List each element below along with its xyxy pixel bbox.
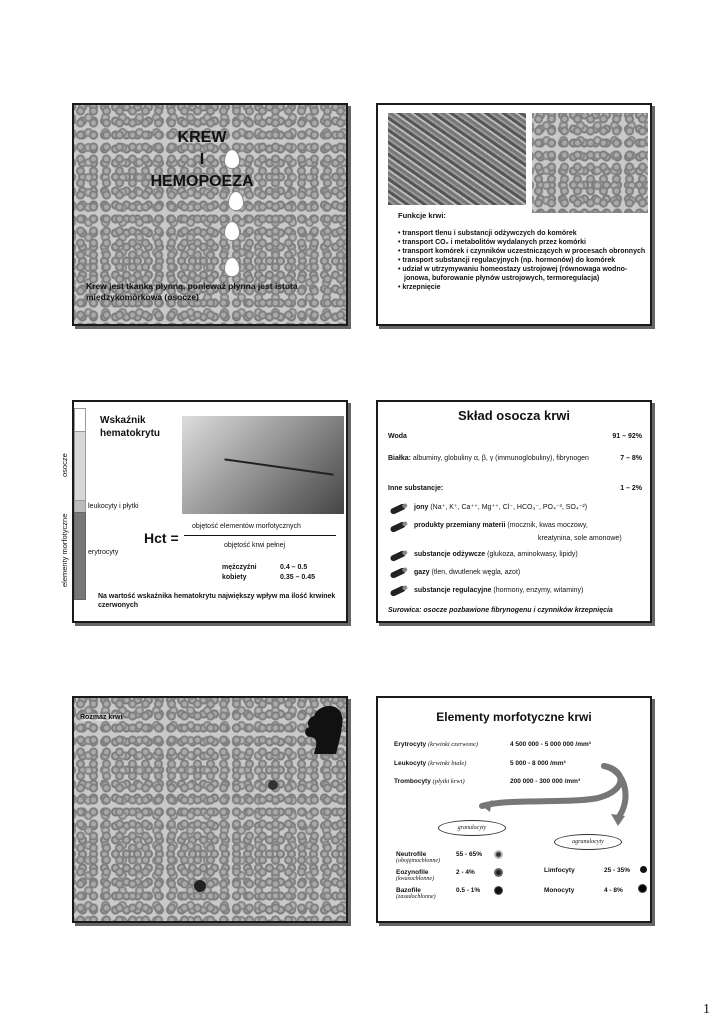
list-item: • krzepnięcie	[398, 283, 648, 292]
regulacyjne-text: (hormony, enzymy, witaminy)	[493, 587, 584, 594]
list-item: • transport tlenu i substancji odżywczych do komórek	[398, 229, 648, 238]
label-osocze: osocze	[60, 453, 69, 477]
inne-value: 1 – 2%	[620, 485, 642, 492]
odzywcze-label: substancje odżywcze	[414, 551, 486, 558]
trombocyty-latin: (płytki krwi)	[432, 778, 465, 785]
monocyty-value: 4 - 8%	[604, 887, 623, 894]
drop-icon	[228, 191, 244, 211]
silhouette-icon	[300, 702, 344, 756]
leukocyte-cell	[194, 880, 206, 892]
tube-plasma-segment	[74, 430, 86, 502]
slide-elementy-morfotyczne	[376, 696, 652, 923]
neutrofile-name: Neutrofile	[396, 851, 427, 858]
pill-icon	[389, 567, 406, 579]
limfocyty-value: 25 - 35%	[604, 867, 631, 874]
lymphocyte-icon	[640, 866, 647, 873]
pill-icon	[389, 503, 406, 515]
drop-icon	[224, 149, 240, 169]
slide3-title: Wskaźnik hematokrytu	[100, 415, 161, 439]
neutrofile-sub: (obojętnochłonne)	[396, 858, 440, 864]
produkty-text2: kreatynina, sole amonowe)	[538, 535, 622, 542]
page-number: 1	[703, 1002, 710, 1017]
hematokryt-note: Na wartość wskaźnika hematokrytu największy wpływ ma ilość krwinek czerwonych	[98, 593, 336, 609]
slide-funkcje-krwi	[376, 103, 652, 326]
label-leukocyty-plytki: leukocyty i płytki	[88, 503, 139, 510]
funkcje-list	[398, 229, 648, 292]
slide-rozmaz-krwi	[72, 696, 348, 923]
leukocyte-cell	[268, 780, 278, 790]
leukocyty-name: Leukocyty	[394, 760, 427, 767]
label-erytrocyty: erytrocyty	[88, 549, 119, 556]
pill-icon	[389, 550, 406, 562]
funkcje-heading: Funkcje krwi:	[398, 211, 446, 220]
limfocyty-name: Limfocyty	[544, 867, 575, 874]
gazy-text: (tlen, dwutlenek węgla, azot)	[431, 569, 521, 576]
jony-label: jony	[414, 504, 429, 511]
men-label: mężczyźni	[222, 564, 257, 571]
surowica-note: Surowica: osocze pozbawione fibrynogenu i czynników krzepnięcia	[388, 607, 613, 614]
produkty-text: (mocznik, kwas moczowy,	[507, 522, 588, 529]
monocyte-icon	[638, 884, 647, 893]
eozynofile-name: Eozynofile	[396, 869, 429, 876]
drop-icon	[224, 221, 240, 241]
rozmaz-label: Rozmaz krwi	[80, 714, 123, 721]
jony-text: (Na⁺, K⁺, Ca⁺⁺, Mg⁺⁺, Cl⁻, HCO₃⁻, PO₄⁻³, SO₄⁻²)	[430, 504, 588, 511]
list-item: • transport komórek i czynników uczestniczących w procesach obronnych	[398, 247, 648, 256]
eozynofile-value: 2 - 4%	[456, 869, 475, 876]
trombocyty-value: 200 000 - 300 000 /mm³	[510, 778, 581, 785]
slide6-title: Elementy morfotyczne krwi	[436, 710, 592, 724]
erytrocyty-value: 4 500 000 - 5 000 000 /mm³	[510, 741, 591, 748]
woda-label: Woda	[388, 433, 407, 440]
bialka-label: Białka:	[388, 455, 411, 462]
slide-sklad-osocza	[376, 400, 652, 623]
eozynofile-sub: (kwasochłonne)	[396, 876, 434, 882]
women-value: 0.35 – 0.45	[280, 574, 316, 581]
erytrocyty-name: Erytrocyty	[394, 741, 427, 748]
list-item: • transport substancji regulacyjnych (np. hormonów) do komórek	[398, 256, 648, 265]
regulacyjne-label: substancje regulacyjne	[414, 587, 492, 594]
hct-denominator: objętość krwi pełnej	[224, 542, 286, 549]
tube-rbc-segment	[74, 512, 86, 600]
monocyty-name: Monocyty	[544, 887, 575, 894]
eosinophil-icon	[494, 868, 503, 877]
inne-label: Inne substancje:	[388, 485, 444, 492]
slide1-title-line2: I	[199, 151, 205, 168]
hct-label: Hct =	[144, 530, 179, 546]
odzywcze-text: (glukoza, aminokwasy, lipidy)	[487, 551, 578, 558]
slide-hematokryt	[60, 400, 348, 623]
gazy-label: gazy	[414, 569, 430, 576]
women-label: kobiety	[222, 574, 247, 581]
bialka-value: 7 – 8%	[620, 455, 642, 462]
drop-icon	[224, 257, 240, 277]
leukocyty-value: 5 000 - 8 000 /mm³	[510, 760, 566, 767]
slide1-definition: Krew jest tkanką płynną, ponieważ płynna jest istota międzykomórkowa (osocze)	[86, 281, 298, 302]
hct-numerator: objętość elementów morfotycznych	[192, 523, 301, 530]
produkty-label: produkty przemiany materii	[414, 522, 506, 529]
woda-value: 91 – 92%	[612, 433, 642, 440]
slide-krew-hemopoeza	[72, 103, 348, 326]
erytrocyty-latin: (krwinki czerwone)	[427, 741, 478, 748]
granulocyty-label: granulocyty	[438, 820, 506, 836]
trombocyty-name: Trombocyty	[394, 778, 431, 785]
microscope-photo-dark	[388, 113, 526, 205]
leukocyty-latin: (krwinki białe)	[427, 760, 467, 767]
pill-icon	[389, 521, 406, 533]
slide4-title: Skład osocza krwi	[458, 408, 570, 423]
fraction-line	[184, 535, 336, 536]
label-elementy-morfotyczne: elementy morfotyczne	[60, 513, 69, 587]
agranulocyty-label: agranulocyty	[554, 834, 622, 850]
pill-icon	[389, 585, 406, 597]
list-item: • transport CO₂ i metabolitów wydalanych przez komórki	[398, 238, 648, 247]
slide1-title-line1: KREW	[177, 129, 227, 146]
tube-top-segment	[74, 408, 86, 432]
slide1-title-line3: HEMOPOEZA	[150, 173, 254, 190]
bazofile-sub: (zasadochłonne)	[396, 894, 436, 900]
list-item: • udział w utrzymywaniu homeostazy ustrojowej (równowaga wodno-jonowa, buforowanie płynów ustrojowych, termoregulacja)	[398, 265, 648, 283]
bazofile-name: Bazofile	[396, 887, 421, 894]
neutrophil-icon	[494, 850, 503, 859]
blood-smear-photo	[532, 113, 648, 213]
bazofile-value: 0.5 - 1%	[456, 887, 481, 894]
bialka-text: albuminy, globuliny α, β, γ (immunoglobuliny), fibrynogen	[412, 455, 589, 462]
neutrofile-value: 55 - 65%	[456, 851, 483, 858]
men-value: 0.4 – 0.5	[280, 564, 308, 571]
basophil-icon	[494, 886, 503, 895]
